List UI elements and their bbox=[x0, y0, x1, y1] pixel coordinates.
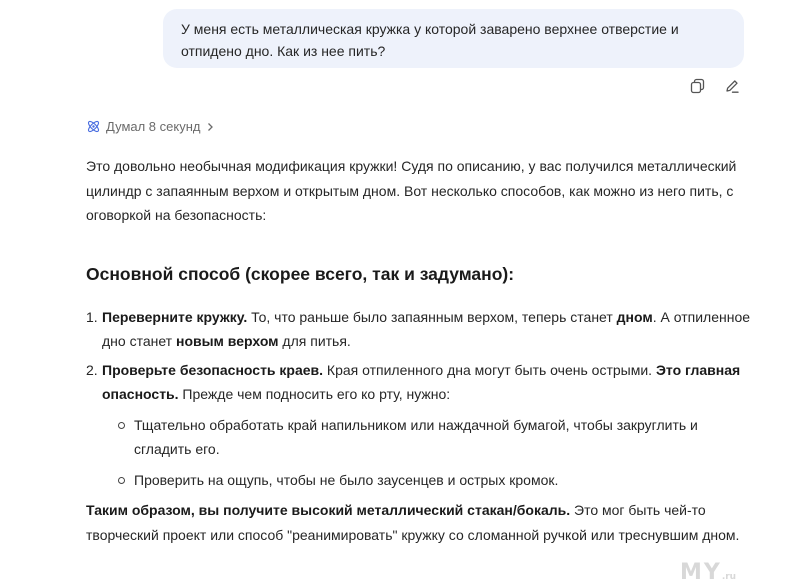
conclusion-text: Это мог быть чей-то творческий проект или способ "реанимировать" кружку со сломанной ручкой или треснувшим дном. bbox=[86, 502, 740, 543]
chevron-right-icon bbox=[205, 122, 215, 132]
step-text: Прежде чем подносить его ко рту, нужно: bbox=[178, 386, 451, 402]
user-message-bubble bbox=[163, 9, 744, 68]
sub-list-item: Проверить на ощупь, чтобы не было заусенцев и острых кромок. bbox=[102, 468, 756, 493]
step-number: 2. bbox=[86, 361, 98, 378]
step-bold: Проверьте безопасность краев. bbox=[102, 361, 324, 378]
thinking-label: Думал 8 секунд bbox=[106, 119, 201, 134]
section-heading: Основной способ (скорее всего, так и задумано): bbox=[86, 263, 515, 284]
step-number: 1. bbox=[86, 308, 98, 325]
site-watermark bbox=[680, 560, 736, 585]
step-bold: Переверните кружку. bbox=[102, 308, 248, 325]
step-bold: новым верхом bbox=[175, 333, 279, 349]
watermark-text: MY bbox=[680, 560, 722, 585]
thinking-toggle[interactable] bbox=[86, 119, 215, 134]
step-item-2 bbox=[86, 358, 756, 493]
watermark-suffix: .ru bbox=[721, 572, 737, 582]
step-bold: Это главная опасность. bbox=[102, 361, 741, 402]
step-text: для питья. bbox=[278, 333, 351, 349]
step-item-1 bbox=[86, 305, 756, 354]
step-text: . А отпиленное дно станет bbox=[102, 308, 751, 349]
atom-icon bbox=[86, 119, 101, 134]
assistant-answer bbox=[86, 154, 756, 547]
step-text: Края отпиленного дна могут быть очень острыми. bbox=[323, 361, 656, 378]
conclusion-bold: Таким образом, вы получите высокий металлический стакан/бокаль. bbox=[86, 502, 571, 518]
sub-list bbox=[102, 413, 756, 493]
conclusion-paragraph bbox=[86, 498, 756, 547]
user-message-text: У меня есть металлическая кружка у которой заварено верхнее отверстие и отпидено дно. Как из нее пить? bbox=[181, 21, 679, 59]
intro-paragraph: Это довольно необычная модификация кружки! Судя по описанию, у вас получился металлический цилиндр с запаянным верхом и открытым дном. Вот несколько способов, как можно из него пить, с оговоркой на безопасность: bbox=[86, 158, 737, 223]
message-actions bbox=[688, 76, 742, 96]
step-bold: дном bbox=[616, 308, 653, 325]
edit-icon[interactable] bbox=[722, 76, 742, 96]
step-text: То, что раньше было запаянным верхом, теперь станет bbox=[247, 308, 617, 325]
sub-list-item: Тщательно обработать край напильником или наждачной бумагой, чтобы закруглить и сгладить его. bbox=[102, 413, 756, 462]
steps-list bbox=[86, 305, 756, 493]
copy-icon[interactable] bbox=[688, 76, 708, 96]
